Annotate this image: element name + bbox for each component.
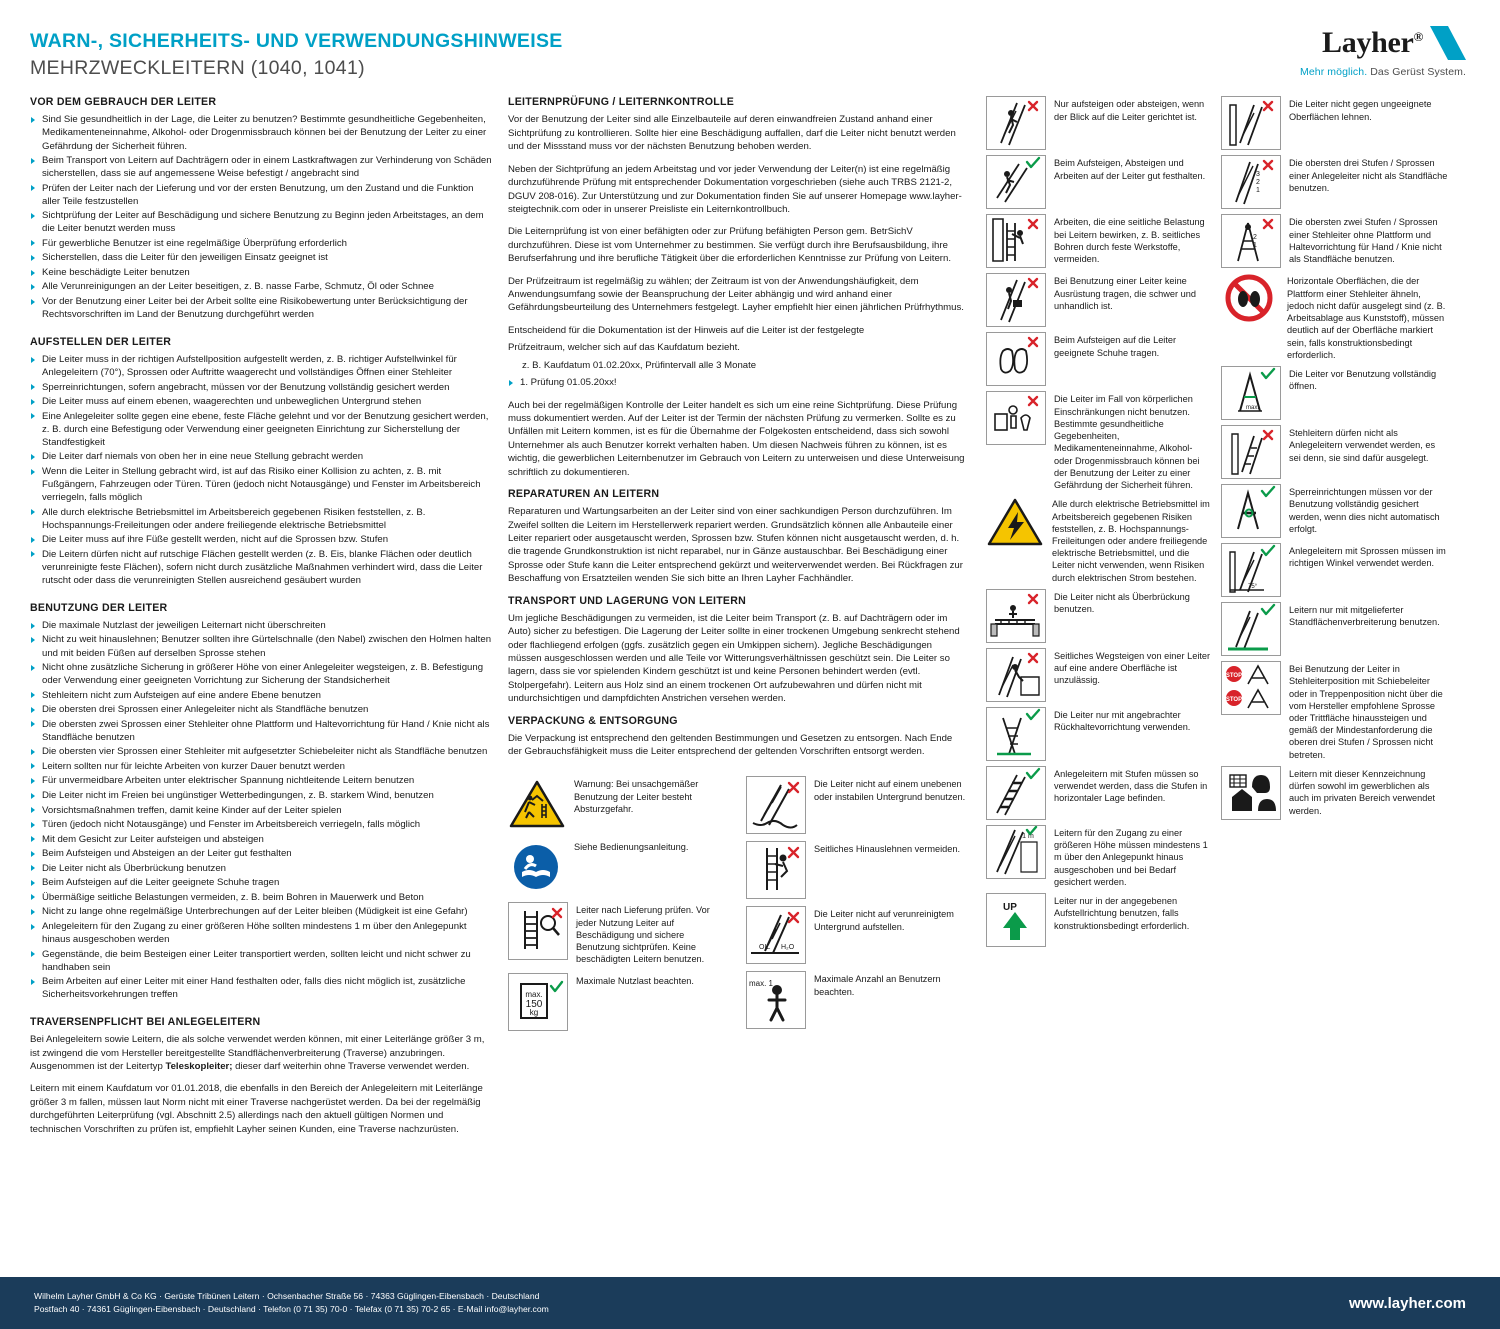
pictogram-caption: Horizontale Oberflächen, die der Plattform einer Stehleiter ähneln, jedoch nicht dafür ausgelegt sind (z. B. Arbeitsablage aus Kunststoff), müssen deutlich auf der Oberfläche markiert sein, falls konstruktionsbedingt erforderlich. bbox=[1287, 276, 1446, 360]
pictogram-caption: Maximale Anzahl an Benutzern beachten. bbox=[814, 974, 941, 997]
pictogram-item bbox=[986, 332, 1213, 386]
footer-website[interactable]: www.layher.com bbox=[1349, 1294, 1466, 1312]
read-manual-blue-icon bbox=[508, 839, 566, 895]
svg-text:kg: kg bbox=[529, 1007, 539, 1017]
svg-text:STOP: STOP bbox=[1225, 673, 1243, 680]
paragraph-traverse-2: Leitern mit einem Kaufdatum vor 01.01.2018, die ebenfalls in den Bereich der Anlegeleitern mit Leiterlänge größer 3 m fallen, müssen laut Norm nicht mit einer Traverse nachgerüstet werden. Da bei der regelmäßig durchgeführten Leiterprüfung (vgl. Abschnitt 2.5) allerdings nach den aktuell gültigen Normen und technischen Vorschriften zu prüfen ist, empfiehlt Layher seinen Kunden, eine Traverse nachzurüsten. bbox=[30, 1083, 483, 1135]
paragraph-reparaturen: Reparaturen und Wartungsarbeiten an der Leiter sind von einer sachkundigen Person durchzuführen. Im Zweifel sollten die Leitern im Herstellerwerk repariert werden. Grundsätzlich können alle Anbauteile einer Leiter repariert oder ausgetauscht werden, Sprossen bzw. Stufen können nicht ausgetauscht werden, d. h. die tragende Grundkonstruktion ist nicht reparabel, nur in Gänze austauschbar. Bei Beschädigung einer Sprosse oder Stufe kann die Leiter entsprechend gekürzt und weiterverwendet werden. Bei Rückfragen zur Beschaffung von Ersatzteilen wenden Sie sich bitte an Ihren Layher Fachhändler. bbox=[508, 506, 963, 585]
footer-line-1: Wilhelm Layher GmbH & Co KG · Gerüste Tribünen Leitern · Ochsenbacher Straße 56 · 74363 Güglingen-Eibensbach · Deutschland bbox=[34, 1291, 540, 1302]
side-step-off-cross-icon bbox=[986, 648, 1046, 702]
pictogram-item bbox=[1221, 155, 1448, 209]
bottom-pictogram-column-right bbox=[746, 776, 968, 1030]
pictogram-item bbox=[986, 589, 1213, 643]
open-fully-check-icon bbox=[1221, 366, 1281, 420]
page-title: WARN-, SICHERHEITS- UND VERWENDUNGSHINWEISE bbox=[30, 30, 563, 52]
pictogram-item bbox=[508, 839, 730, 895]
list-item: Beim Arbeiten auf einer Leiter mit einer Hand festhalten oder, falls dies nicht möglich ist, zusätzliche Sicherheitsvorkehrungen treffen bbox=[30, 975, 492, 1001]
paragraph-pruefung-4: Der Prüfzeitraum ist regelmäßig zu wählen; der Zeitraum ist von der Anwendungshäufigkeit, dem Anwendungsumfang sowie der Beanspruchung der Leiter abhängig und wird anhand einer Gefährdungsbeurteilung des Unternehmers festgelegt. Layher empfiehlt hier einen jährlichen Prüfrhythmus. bbox=[508, 275, 964, 314]
pictogram-item bbox=[508, 973, 730, 1031]
list-item: Nicht ohne zusätzliche Sicherung in größerer Höhe von einer Anlegeleiter wegsteigen, z. B. Befestigung oder Verwendung einer geeigneten Vorrichtung zur Sicherung der Standsicherheit bbox=[30, 661, 492, 687]
stepladder-not-as-leaning-cross-icon bbox=[1221, 425, 1281, 479]
pictogram-item bbox=[1221, 484, 1448, 538]
max-one-person-icon bbox=[746, 971, 806, 1029]
section-heading-transport: TRANSPORT UND LAGERUNG VON LEITERN bbox=[508, 594, 747, 607]
list-item: Die Leiter muss auf einem ebenen, waagerechten und unbeweglichen Untergrund stehen bbox=[30, 395, 492, 408]
pictogram-item bbox=[746, 841, 968, 899]
list-item: Die Leiter nicht als Überbrückung benutzen bbox=[30, 862, 492, 875]
content-columns bbox=[30, 96, 1470, 1145]
up-arrow-position-icon bbox=[986, 893, 1046, 947]
pictogram-item bbox=[986, 707, 1213, 761]
svg-text:max.: max. bbox=[1246, 405, 1260, 412]
list-item: Gegenstände, die beim Besteigen einer Leiter transportiert werden, sollten leicht und nicht schwer zu handhaben sein bbox=[30, 948, 492, 974]
logo-tagline bbox=[1300, 66, 1466, 78]
footer-address bbox=[34, 1290, 549, 1316]
list-item: Die obersten vier Sprossen einer Stehleiter mit aufgesetzter Schiebeleiter nicht als Standfläche benutzen bbox=[30, 745, 492, 758]
pictogram-item bbox=[986, 648, 1213, 702]
pictogram-item bbox=[746, 971, 968, 1029]
pictogram-caption: Bei Benutzung einer Leiter keine Ausrüstung tragen, die schwer und unhandlich ist. bbox=[1054, 276, 1196, 311]
svg-text:1 m: 1 m bbox=[1022, 832, 1034, 840]
paragraph-verpackung: Die Verpackung ist entsprechend den geltenden Bestimmungen und Gesetzen zu entsorgen. Nach Ende der Gebrauchsfähigkeit muss die Leiter entsprechend der geltenden Vorschriften entsorgt werden. bbox=[508, 732, 953, 758]
pictogram-item bbox=[1221, 366, 1448, 420]
section-heading-reparaturen: REPARATUREN AN LEITERN bbox=[508, 488, 660, 501]
section-heading-aufstellen: AUFSTELLEN DER LEITER bbox=[30, 336, 172, 349]
column-text-2 bbox=[508, 96, 986, 1030]
list-item: Alle durch elektrische Betriebsmittel im Arbeitsbereich gegebenen Risiken feststellen, z. B. Hochspannungs-Freileitungen oder andere freiliegende elektrische Betriebsmittel bbox=[30, 506, 492, 532]
svg-text:75°: 75° bbox=[1248, 584, 1258, 591]
list-item: Die Leiter muss in der richtigen Aufstellposition aufgestellt werden, z. B. richtiger Aufstellwinkel für Anlegeleitern (70°), Sprossen oder Auftritte waagerecht und vollständiges Öffnen einer Stehleiter bbox=[30, 353, 492, 379]
side-load-drill-cross-icon bbox=[986, 214, 1046, 268]
brand-logo bbox=[1300, 26, 1470, 78]
pictogram-caption: Seitliches Wegsteigen von einer Leiter auf eine andere Oberfläche ist unzulässig. bbox=[1054, 650, 1211, 686]
pictogram-caption: Siehe Bedienungsanleitung. bbox=[574, 842, 689, 853]
list-item: Vor der Benutzung einer Leiter bei der Arbeit sollte eine Risikobewertung unter Berücksichtigung der Rechtsvorschriften im Land der Benutzung durchgeführt werden bbox=[30, 295, 492, 321]
tagline-part1: Mehr möglich. bbox=[1299, 66, 1368, 78]
list-aufstellen bbox=[30, 353, 492, 587]
paragraph-pruefung-2: Neben der Sichtprüfung an jedem Arbeitstag und vor jeder Verwendung der Leiter(n) ist eine regelmäßig durchzuführende Prüfung mit entsprechender Dokumentation vorgeschrieben (siehe auch TRBS 2121-2, DGUV 208-016). Zur Unterstützung und zur Dokumentation finden Sie auf unserer Homepage www.layher-steigtechnik.com oder in unserer Preisliste ein Leiternkontrollbuch. bbox=[508, 163, 962, 215]
svg-text:3: 3 bbox=[1256, 171, 1260, 179]
pictogram-caption: Arbeiten, die eine seitliche Belastung bei Leitern bewirken, z. B. seitliches Bohren durch feste Werkstoffe, vermeiden. bbox=[1054, 217, 1205, 265]
list-item: Stehleitern nicht zum Aufsteigen auf eine andere Ebene benutzen bbox=[30, 689, 492, 702]
list-item: Eine Anlegeleiter sollte gegen eine ebene, feste Fläche gelehnt und vor der Benutzung gesichert werden, z. B. durch eine Befestigung oder Verwendung einer geeigneten Einrichtung zur Sicherstellung der Standfestigkeit bbox=[30, 410, 492, 449]
correct-angle-75-check-icon bbox=[1221, 543, 1281, 597]
pictogram-item bbox=[986, 766, 1213, 820]
traverse-bold: Teleskopleiter; bbox=[165, 1061, 233, 1073]
top-three-rungs-cross-icon bbox=[1221, 155, 1281, 209]
dirty-ground-cross-icon bbox=[746, 906, 806, 964]
pictogram-item bbox=[1221, 96, 1448, 150]
traverse-text-a: Bei Anlegeleitern sowie Leitern, die als solche verwendet werden können, mit einer Leiterlänge größer 3 m, ist zwingend die vom Hersteller bereitgestellte Standflächenverbreiterung (Traverse) anzubringen. Ausgenommen ist der Leitertyp bbox=[30, 1034, 485, 1073]
list-benutzung bbox=[30, 619, 492, 1001]
document-header bbox=[30, 26, 1470, 80]
list-item: Mit dem Gesicht zur Leiter aufsteigen und absteigen bbox=[30, 833, 492, 846]
pictogram-caption: Anlegeleitern mit Stufen müssen so verwendet werden, dass die Stufen in horizontaler Lage befinden. bbox=[1054, 768, 1208, 804]
list-item: Beim Transport von Leitern auf Dachträgern oder in einem Lastkraftwagen zur Verhinderung von Schäden sicherstellen, dass sie auf angemessene Weise befestigt / angebracht sind bbox=[30, 154, 492, 180]
pictogram-caption: Die Leiter nicht auf einem unebenen oder instabilen Untergrund benutzen. bbox=[814, 779, 966, 802]
list-item: Die obersten drei Sprossen einer Anlegeleiter nicht als Standfläche benutzen bbox=[30, 703, 492, 716]
pictogram-caption: Leitern mit dieser Kennzeichnung dürfen sowohl im gewerblichen als auch im privaten Bereich verwendet werden. bbox=[1289, 768, 1436, 816]
svg-text:max.: max. bbox=[525, 989, 543, 999]
page-footer bbox=[0, 1277, 1500, 1329]
warning-fall-triangle-icon bbox=[508, 776, 566, 832]
pictogram-caption: Beim Aufsteigen auf die Leiter geeignete Schuhe tragen. bbox=[1054, 335, 1177, 358]
pictogram-caption: Die obersten zwei Stufen / Sprossen einer Stehleiter ohne Plattform und Haltevorrichtung für Hand / Knie nicht als Standfläche benutzen. bbox=[1289, 217, 1442, 265]
pictogram-caption: Alle durch elektrische Betriebsmittel im Arbeitsbereich gegebenen Risiken feststellen, z. B. Hochspannungs-Freileitungen oder andere freiliegende elektrische Betriebsmittel, und die Leiter nicht verwenden, wenn Risiken durch elektrischen Strom bestehen. bbox=[1052, 499, 1210, 583]
pictogram-item bbox=[986, 96, 1213, 150]
footer-line-2: Postfach 40 · 74361 Güglingen-Eibensbach · Deutschland · Telefon (0 71 35) 70-0 · Telefax (0 71 35) 70-2 65 · E-Mail info@layher.com bbox=[34, 1304, 549, 1314]
pictogram-item bbox=[746, 776, 968, 834]
pictogram-item bbox=[986, 155, 1213, 209]
list-item: Die Leiter nicht im Freien bei ungünstiger Wetterbedingungen, z. B. starkem Wind, benutzen bbox=[30, 789, 492, 802]
svg-text:H₂O: H₂O bbox=[781, 944, 795, 952]
pictogram-caption: Bei Benutzung der Leiter in Stehleiterposition mit Schiebeleiter oder in Treppenposition nicht über die vom Hersteller empfohlene Sprosse oder Trittfläche hinaussteigen und gemäß der Mindestanforderung die oberen drei Stufen / Sprossen nicht betreten. bbox=[1289, 664, 1443, 760]
pictogram-caption: Leitern nur mit mitgelieferter Standflächenverbreiterung benutzen. bbox=[1289, 605, 1440, 628]
list-item: Sicherstellen, dass die Leiter für den jeweiligen Einsatz geeignet ist bbox=[30, 251, 492, 264]
hold-on-check-icon bbox=[986, 155, 1046, 209]
section-heading-vor-dem-gebrauch: VOR DEM GEBRAUCH DER LEITER bbox=[30, 96, 217, 109]
svg-text:1: 1 bbox=[1256, 187, 1260, 195]
pictogram-item bbox=[1221, 273, 1448, 361]
pictogram-caption: Nur aufsteigen oder absteigen, wenn der Blick auf die Leiter gerichtet ist. bbox=[1054, 99, 1205, 122]
logo-wordmark bbox=[1322, 26, 1423, 60]
list-item: Anlegeleitern für den Zugang zu einer größeren Höhe sollten mindestens 1 m über den Anlegepunkt hinaus ausgeschoben werden bbox=[30, 920, 492, 946]
no-bridging-cross-icon bbox=[986, 589, 1046, 643]
paragraph-pruefung-5: Entscheidend für die Dokumentation ist der Hinweis auf die Leiter ist der festgelegte bbox=[508, 324, 865, 336]
pictogram-caption: Die Leiter nicht als Überbrückung benutzen. bbox=[1054, 591, 1190, 615]
commercial-private-use-check-icon bbox=[1221, 766, 1281, 820]
pictogram-caption: Die Leiter nicht auf verunreinigtem Untergrund aufstellen. bbox=[814, 909, 954, 932]
pictogram-caption: Leiter nach Lieferung prüfen. Vor jeder Nutzung Leiter auf Beschädigung und sichere Benutzung sichtprüfen. Keine beschädigten Leitern benutzen. bbox=[576, 905, 710, 965]
pictogram-item bbox=[1221, 425, 1448, 479]
logo-registered-mark: ® bbox=[1413, 29, 1423, 44]
svg-text:OIL: OIL bbox=[759, 944, 771, 952]
paragraph-pruefung-1: Vor der Benutzung der Leiter sind alle Einzelbauteile auf deren einwandfreien Zustand anhand einer Sichtprüfung zu kontrollieren. Sollte hier eine Beschädigung auffallen, darf die Leiter nicht benutzt werden und der Missstand muss vor der nächsten Benutzung behoben werden. bbox=[508, 114, 956, 153]
pictogram-item bbox=[986, 496, 1213, 584]
traverse-text-b: dieser darf weiterhin ohne Traverse verwendet werden. bbox=[232, 1061, 470, 1073]
stabiliser-bar-check-icon bbox=[1221, 602, 1281, 656]
pictogram-item bbox=[1221, 214, 1448, 268]
top-two-rungs-cross-icon bbox=[1221, 214, 1281, 268]
pictogram-item bbox=[986, 214, 1213, 268]
list-item: Die Leiter muss auf ihre Füße gestellt werden, nicht auf die Sprossen bzw. Stufen bbox=[30, 533, 492, 546]
pictogram-caption: Leitern für den Zugang zu einer größeren Höhe müssen mindestens 1 m über den Anlegepunkt hinaus ausgeschoben und bei Bedarf gesichert werden. bbox=[1054, 827, 1208, 887]
no-platform-surface-prohibited-icon bbox=[1221, 273, 1279, 325]
pictogram-caption: Leiter nur in der angegebenen Aufstellrichtung benutzen, falls konstruktionsbedingt erforderlich. bbox=[1054, 896, 1190, 931]
list-item: Türen (jedoch nicht Notausgänge) und Fenster im Arbeitsbereich verriegeln, falls möglich bbox=[30, 818, 492, 831]
list-item: Sichtprüfung der Leiter auf Beschädigung und sichere Benutzung zu Beginn jeden Arbeitstages, an dem die Leiter benutzt werden muss bbox=[30, 209, 492, 235]
list-item: Nicht zu weit hinauslehnen; Benutzer sollten ihre Gürtelschnalle (den Nabel) zwischen den Holmen halten und mit beiden Füßen auf derselben Sprosse stehen bbox=[30, 633, 492, 659]
paragraph-example-1: z. B. Kaufdatum 01.02.20xx, Prüfintervall alle 3 Monate bbox=[522, 359, 757, 371]
list-item: Beim Aufsteigen auf die Leiter geeignete Schuhe tragen bbox=[30, 876, 492, 889]
svg-text:UP: UP bbox=[1003, 902, 1017, 914]
list-item: Wenn die Leiter in Stellung gebracht wird, ist auf das Risiko einer Kollision zu achten, z. B. mit Fußgängern, Fahrzeugen oder Türen. Türen (jedoch nicht Notausgänge) und Fenster im Arbeitsbereich verriegeln, falls möglich bbox=[30, 465, 492, 504]
pictogram-item bbox=[746, 906, 968, 964]
pictogram-item bbox=[1221, 766, 1448, 820]
list-item: Beim Aufsteigen und Absteigen an der Leiter gut festhalten bbox=[30, 847, 492, 860]
pictogram-item bbox=[986, 273, 1213, 327]
page-subtitle: MEHRZWECKLEITERN (1040, 1041) bbox=[30, 57, 365, 80]
pictogram-caption: Die obersten drei Stufen / Sprossen einer Anlegeleiter nicht als Standfläche benutzen. bbox=[1289, 158, 1448, 193]
paragraph-transport: Um jegliche Beschädigungen zu vermeiden, ist die Leiter beim Transport (z. B. auf Dachträgern oder im Auto) sicher zu befestigen. Die Lagerung der Leiter sollte in einer trockenen Umgebung senkrecht stehend oder flachliegend erfolgen (ggfs. zusätzlich gegen ein Umkippen sichern). Jegliche Beschädigungen müssen ausgeschlossen werden und alle Teile vor Witterungsverhältnissen geschützt sein. Die Leiter so lagern, dass sie vor spielenden Kindern geschützt ist und keine Personen behindert werden (evtl. Stolpergefahr). Leitern aus Holz sind an einem trockenen Ort aufzubewahren und dürfen nicht mit undurchsichtigen und dampfdichten Anstrichen versehen werden. bbox=[508, 612, 960, 705]
list-item: Die Leitern dürfen nicht auf rutschige Flächen gestellt werden (z. B. Eis, blanke Flächen oder deutlich verunreinigte feste Flächen), sofern nicht durch zusätzliche Maßnahmen verhindert wird, dass die Leiter rutscht oder dass die verunreinigten Stellen ausreichend gesäubert wurden bbox=[30, 548, 492, 587]
section-heading-leiternpruefung: LEITERNPRÜFUNG / LEITERNKONTROLLE bbox=[508, 96, 735, 109]
svg-text:max. 1: max. 1 bbox=[748, 979, 774, 989]
column-text-1 bbox=[30, 96, 508, 1145]
tagline-part2: Das Gerüst System. bbox=[1370, 66, 1466, 78]
pictogram-item bbox=[1221, 661, 1448, 761]
health-impairment-cross-icon bbox=[986, 391, 1046, 445]
heavy-equipment-cross-icon bbox=[986, 273, 1046, 327]
pictogram-column-1 bbox=[986, 96, 1221, 947]
paragraph-example-2: 1. Prüfung 01.05.20xx! bbox=[508, 376, 968, 389]
pictogram-item bbox=[508, 902, 730, 965]
list-item: Vorsichtsmaßnahmen treffen, damit keine Kinder auf der Leiter spielen bbox=[30, 804, 492, 817]
list-item: Die obersten zwei Sprossen einer Stehleiter ohne Plattform und Haltevorrichtung für Hand / Knie nicht als Standfläche benutzen bbox=[30, 718, 492, 744]
pictogram-item bbox=[1221, 602, 1448, 656]
pictogram-item bbox=[1221, 543, 1448, 597]
pictogram-caption: Die Leiter im Fall von körperlichen Einschränkungen nicht benutzen. Bestimmte gesundheitliche Gegebenheiten, Medikamenteneinnahme, Alkohol- oder Drogenmissbrauch können bei der Benutzung der Leiter zu einer Gefährdung der Sicherheit führen. bbox=[1054, 394, 1200, 491]
list-item: Nicht zu lange ohne regelmäßige Unterbrechungen auf der Leiter bleiben (Müdigkeit ist eine Gefahr) bbox=[30, 905, 492, 918]
restraint-device-check-icon bbox=[986, 707, 1046, 761]
bottom-pictogram-grid bbox=[508, 776, 968, 1030]
pictogram-item bbox=[986, 391, 1213, 491]
proper-shoes-cross-icon bbox=[986, 332, 1046, 386]
pictogram-caption: Die Leiter nur mit angebrachter Rückhaltevorrichtung verwenden. bbox=[1054, 709, 1191, 733]
stop-stair-position-icon bbox=[1221, 661, 1281, 715]
svg-text:150: 150 bbox=[525, 998, 543, 1010]
list-item: Prüfen der Leiter nach der Lieferung und vor der ersten Benutzung, um den Zustand und die Funktion aller Teile festzustellen bbox=[30, 182, 492, 208]
pictogram-caption: Warnung: Bei unsachgemäßer Benutzung der Leiter besteht Absturzgefahr. bbox=[574, 779, 699, 814]
extend-1m-above-check-icon bbox=[986, 825, 1046, 879]
list-item: Die Leiter darf niemals von oben her in eine neue Stellung gebracht werden bbox=[30, 450, 492, 463]
list-item: Leitern sollten nur für leichte Arbeiten von kurzer Dauer benutzt werden bbox=[30, 760, 492, 773]
pictogram-caption: Die Leiter vor Benutzung vollständig öffnen. bbox=[1289, 369, 1437, 392]
pictogram-item bbox=[508, 776, 730, 832]
logo-text: Layher bbox=[1322, 26, 1414, 59]
lock-devices-check-icon bbox=[1221, 484, 1281, 538]
list-item: Die maximale Nutzlast der jeweiligen Leiternart nicht überschreiten bbox=[30, 619, 492, 632]
list-vor-dem-gebrauch bbox=[30, 113, 492, 321]
inspect-ladder-icon bbox=[508, 902, 568, 960]
svg-text:1: 1 bbox=[1253, 242, 1257, 250]
unsuitable-surface-cross-icon bbox=[1221, 96, 1281, 150]
pictogram-caption: Anlegeleitern mit Sprossen müssen im richtigen Winkel verwendet werden. bbox=[1289, 546, 1446, 569]
pictogram-column-2 bbox=[1221, 96, 1456, 820]
section-heading-traversenpflicht: TRAVERSENPFLICHT BEI ANLEGELEITERN bbox=[30, 1016, 261, 1029]
max-load-150kg-icon bbox=[508, 973, 568, 1031]
pictogram-caption: Maximale Nutzlast beachten. bbox=[576, 975, 694, 986]
pictogram-caption: Seitliches Hinauslehnen vermeiden. bbox=[814, 844, 961, 855]
electrical-hazard-icon bbox=[986, 496, 1044, 548]
layher-diamond-icon bbox=[1430, 26, 1466, 60]
pictogram-caption: Stehleitern dürfen nicht als Anlegeleitern verwendet werden, es sei denn, sie sind dafür ausgelegt. bbox=[1289, 428, 1436, 463]
pictogram-item bbox=[986, 825, 1213, 888]
list-item: Sperreinrichtungen, sofern angebracht, müssen vor der Benutzung vollständig gesichert werden bbox=[30, 381, 492, 394]
climb-face-ladder-check-icon bbox=[986, 96, 1046, 150]
title-block bbox=[30, 26, 563, 80]
section-heading-verpackung: VERPACKUNG & ENTSORGUNG bbox=[508, 714, 678, 727]
list-item: Alle Verunreinigungen an der Leiter beseitigen, z. B. nasse Farbe, Schmutz, Öl oder Schnee bbox=[30, 280, 492, 293]
lean-out-cross-icon bbox=[746, 841, 806, 899]
uneven-ground-cross-icon bbox=[746, 776, 806, 834]
list-item: Übermäßige seitliche Belastungen vermeiden, z. B. beim Bohren in Mauerwerk und Beton bbox=[30, 891, 492, 904]
pictogram-caption: Beim Aufsteigen, Absteigen und Arbeiten auf der Leiter gut festhalten. bbox=[1054, 158, 1206, 181]
list-item: Für unvermeidbare Arbeiten unter elektrischer Spannung nichtleitende Leitern benutzen bbox=[30, 774, 492, 787]
paragraph-pruefung-6: Prüfzeitraum, welcher sich auf das Kaufdatum bezieht. bbox=[508, 342, 740, 354]
paragraph-traverse-1 bbox=[30, 1033, 492, 1073]
list-item: Keine beschädigte Leiter benutzen bbox=[30, 266, 492, 279]
svg-text:STOP: STOP bbox=[1225, 697, 1243, 704]
svg-text:2: 2 bbox=[1253, 234, 1257, 242]
paragraph-pruefung-7: Auch bei der regelmäßigen Kontrolle der Leiter handelt es sich um eine reine Sichtprüfung. Diese Prüfung muss dokumentiert werden. Auf der Leiter ist der Termin der nächsten Prüfung zu vermerken. Sollte es zu Unfällen mit Leitern kommen, ist es für die Übernahme der Folgekosten entscheidend, dass sich sowohl Unternehmer als auch Benutzer korrekt verhalten haben. Um diesen Nachweis führen zu können, ist es wichtig, die gewerblichen Leiternbenutzer im Gebrauch von Leitern zu unterweisen und diese Unterweisung schriftlich zu dokumentieren. bbox=[508, 399, 965, 478]
paragraph-pruefung-3: Die Leiternprüfung ist von einer befähigten oder zur Prüfung befähigten Person gem. BetrSichV durchzuführen. Diese ist vom Unternehmer zu bestimmen. Sie verfügt durch ihre Berufsausbildung, ihre Berufserfahrung und ihre berufliche Tätigkeit über die erforderlichen Kenntnisse zur Prüfung von Leitern. bbox=[508, 226, 951, 265]
list-item: Sind Sie gesundheitlich in der Lage, die Leiter zu benutzen? Bestimmte gesundheitliche Gegebenheiten, Medikamenteneinnahme, Alkohol- oder Drogenmissbrauch können bei der Benutzung der Leiter zu einer Gefährdung der Sicherheit führen. bbox=[30, 113, 492, 152]
pictogram-item bbox=[986, 893, 1213, 947]
section-heading-benutzung: BENUTZUNG DER LEITER bbox=[30, 601, 168, 614]
steps-horizontal-check-icon bbox=[986, 766, 1046, 820]
svg-text:2: 2 bbox=[1256, 179, 1260, 187]
list-item: Für gewerbliche Benutzer ist eine regelmäßige Überprüfung erforderlich bbox=[30, 237, 492, 250]
pictogram-caption: Sperreinrichtungen müssen vor der Benutzung vollständig gesichert werden, wenn dies nicht automatisch erfolgt. bbox=[1289, 487, 1440, 534]
bottom-pictogram-column-left bbox=[508, 776, 730, 1030]
pictogram-caption: Die Leiter nicht gegen ungeeignete Oberflächen lehnen. bbox=[1289, 99, 1432, 122]
